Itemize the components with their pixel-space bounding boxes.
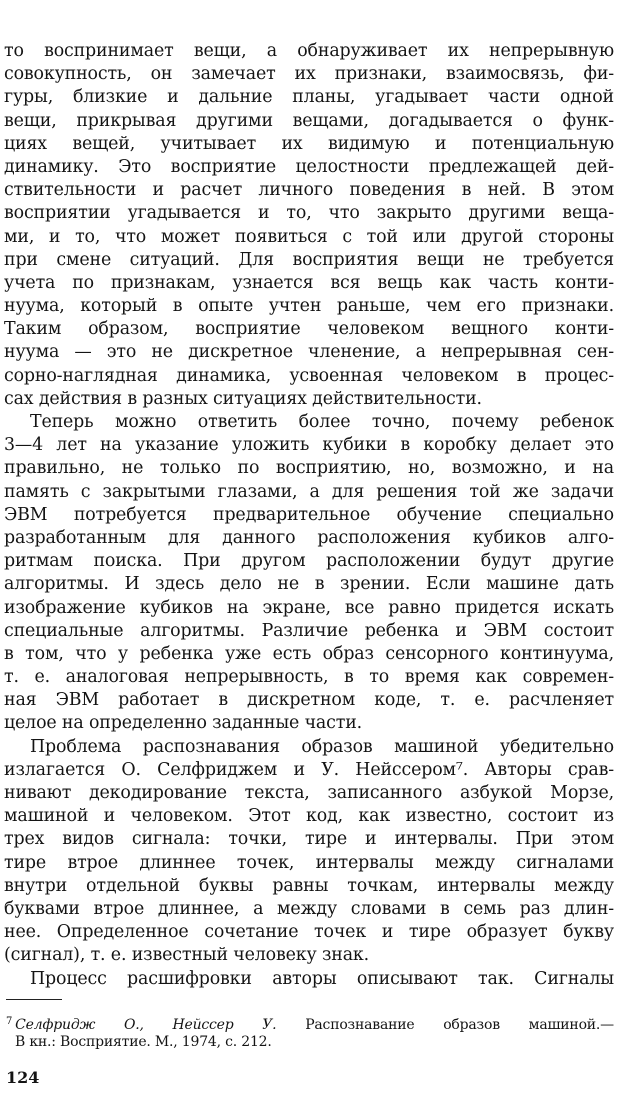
text-line: ритмам поиска. При другом расположении будут другие: [4, 551, 614, 572]
text-line: сорно-наглядная динамика, усвоенная человеком в процес-: [4, 365, 614, 386]
text-line: специальные алгоритмы. Различие ребенка и ЭВМ состоит: [4, 620, 614, 641]
text-line: 3—4 лет на указание уложить кубики в коробку делает это: [4, 435, 614, 456]
text-line: внутри отдельной буквы равны точкам, интервалы между: [4, 875, 614, 896]
text-line: нивают декодирование текста, записанного азбукой Морзе,: [4, 783, 614, 803]
text-line: целое на определенно заданные части.: [4, 713, 363, 734]
text-line: буквами втрое длиннее, а между словами в семь раз длин-: [4, 898, 614, 919]
text-line: (сигнал), т. е. известный человеку знак.: [4, 945, 370, 966]
text-line: машиной и человеком. Этот код, как известно, состоит из: [4, 806, 614, 827]
text-line: Теперь можно ответить более точно, почему ребенок: [30, 412, 614, 432]
text-line: Проблема распознавания образов машиной убедительно: [30, 736, 614, 757]
text-line: вещи, прикрывая другими вещами, догадывается о функ-: [4, 110, 614, 131]
text-line: ная ЭВМ работает в дискретном коде, т. е. расчленяет: [4, 690, 614, 711]
text-line: циях вещей, учитывает их видимую и потенциальную: [4, 133, 614, 154]
text-line: нуума — это не дискретное членение, а непрерывная сен-: [4, 342, 614, 363]
footnote-separator: [6, 999, 62, 1000]
footnote-line-2: В кн.: Восприятие. М., 1974, с. 212.: [15, 1034, 272, 1050]
text-line: Процесс расшифровки авторы описывают так. Сигналы: [30, 968, 614, 989]
footnote-mark: 7: [6, 1016, 13, 1027]
text-line: в том, что у ребенка уже есть образ сенсорного континуума,: [4, 643, 614, 664]
body-text: [4, 40, 614, 991]
text-line: т. е. аналоговая непрерывность, в то время как современ-: [4, 667, 614, 688]
footnote-title: Распознавание образов машиной.—: [305, 1017, 614, 1033]
text-line: при смене ситуаций. Для восприятия вещи не требуется: [4, 249, 614, 270]
text-line: учета по признакам, узнается вся вещь как часть конти-: [4, 272, 614, 293]
text-line: гуры, близкие и дальние планы, угадывает части одной: [4, 87, 614, 108]
text-line: восприятии угадывается и то, что закрыто другими веща-: [4, 203, 614, 224]
text-line: то воспринимает вещи, а обнаруживает их непрерывную: [4, 41, 614, 61]
page-number: 124: [6, 1068, 40, 1087]
text-line: ми, и то, что может появиться с той или другой стороны: [4, 226, 614, 247]
text-line: нее. Определенное сочетание точек и тире образует букву: [4, 922, 614, 943]
text-line: тире втрое длиннее точек, интервалы между сигналами: [4, 852, 614, 873]
text-line: разработанным для данного расположения кубиков алго-: [4, 527, 614, 548]
text-line: сах действия в разных ситуациях действительности.: [4, 388, 482, 409]
text-line: динамику. Это восприятие целостности предлежащей дей-: [4, 156, 614, 177]
text-line: Таким образом, восприятие человеком вещного конти-: [4, 319, 614, 340]
text-line: алгоритмы. И здесь дело не в зрении. Если машине дать: [4, 574, 614, 595]
footnote-authors: Селфридж О., Нейссер У.: [15, 1017, 277, 1033]
text-line: совокупность, он замечает их признаки, взаимосвязь, фи-: [4, 64, 614, 85]
text-line: излагается О. Селфриджем и У. Нейссером⁷. Авторы срав-: [4, 759, 614, 780]
text-line: изображение кубиков на экране, все равно придется искать: [4, 597, 614, 618]
text-line: нуума, который в опыте учтен раньше, чем его признаки.: [4, 296, 614, 317]
footnote-line-1: [6, 1012, 614, 1032]
text-line: трех видов сигнала: точки, тире и интервалы. При этом: [4, 829, 614, 850]
text-line: ствительности и расчет личного поведения в ней. В этом: [4, 180, 614, 201]
text-line: ЭВМ потребуется предварительное обучение специально: [4, 504, 614, 525]
footnote: [6, 1012, 614, 1052]
text-line: правильно, не только по восприятию, но, возможно, и на: [4, 458, 614, 479]
text-line: память с закрытыми глазами, а для решения той же задачи: [4, 481, 614, 502]
